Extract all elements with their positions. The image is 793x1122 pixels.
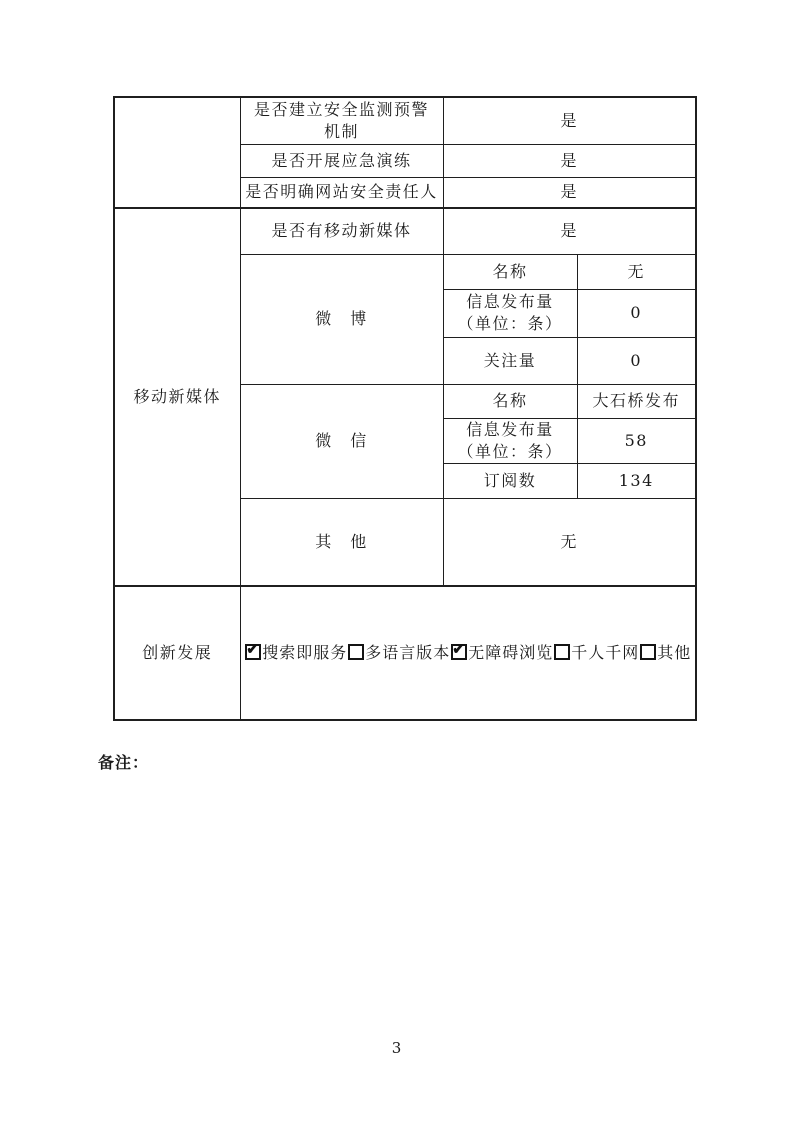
cell-weibo-name-label: 名称 — [443, 254, 577, 289]
cell-security-officer-label: 是否明确网站安全责任人 — [240, 177, 443, 208]
cell-platform-wechat: 微 信 — [240, 384, 443, 498]
innovation-option-label: 无障碍浏览 — [468, 643, 554, 662]
innovation-options-row — [241, 642, 696, 664]
innovation-option-label: 其他 — [657, 643, 692, 662]
cell-wechat-subscribers-value: 134 — [577, 463, 696, 498]
label-line: 机制 — [323, 121, 359, 141]
label-line: 是否建立安全监测预警 — [253, 99, 429, 119]
label-line: （单位：条） — [457, 314, 563, 333]
cell-platform-other: 其 他 — [240, 498, 443, 586]
cell-emergency-drill-label: 是否开展应急演练 — [240, 144, 443, 177]
checkbox-unchecked-icon — [348, 644, 364, 660]
report-table — [113, 96, 697, 721]
cell-wechat-posts-label — [443, 418, 577, 463]
cell-platform-weibo: 微 博 — [240, 254, 443, 384]
checkbox-checked-icon — [245, 640, 261, 660]
cell-wechat-posts-value: 58 — [577, 418, 696, 463]
checkbox-unchecked-icon — [640, 644, 656, 660]
checkbox-checked-icon — [451, 640, 467, 660]
cell-emergency-drill-value: 是 — [443, 144, 696, 177]
cell-weibo-followers-value: 0 — [577, 337, 696, 384]
label-line: 信息发布量 — [466, 419, 554, 439]
innovation-option-label: 千人千网 — [571, 643, 640, 662]
table-row — [114, 586, 696, 720]
cell-category-innovation: 创新发展 — [114, 586, 240, 720]
cell-weibo-followers-label: 关注量 — [443, 337, 577, 384]
innovation-option-label: 多语言版本 — [365, 643, 451, 662]
cell-wechat-subscribers-label: 订阅数 — [443, 463, 577, 498]
cell-security-officer-value: 是 — [443, 177, 696, 208]
cell-category-mobile-media: 移动新媒体 — [114, 208, 240, 586]
table-row — [114, 97, 696, 144]
cell-innovation-options — [240, 586, 696, 720]
innovation-option-label: 搜索即服务 — [262, 643, 348, 662]
checkmark-glyph: ✔ — [246, 640, 259, 658]
cell-weibo-name-value: 无 — [577, 254, 696, 289]
cell-wechat-name-label: 名称 — [443, 384, 577, 418]
cell-weibo-posts-value: 0 — [577, 289, 696, 337]
innovation-option — [553, 643, 639, 662]
label-line: 信息发布量 — [466, 292, 554, 311]
remark-label: 备注： — [98, 753, 150, 772]
innovation-option — [639, 643, 691, 662]
checkbox-unchecked-icon — [554, 644, 570, 660]
cell-wechat-name-value: 大石桥发布 — [577, 384, 696, 418]
cell-weibo-posts-label — [443, 289, 577, 337]
innovation-option — [347, 643, 450, 662]
label-line: （单位：条） — [457, 441, 563, 461]
table-row — [114, 208, 696, 254]
cell-security-monitoring-label — [240, 97, 443, 144]
page-number: 3 — [391, 1039, 402, 1057]
cell-category-empty — [114, 97, 240, 208]
cell-has-mobile-value: 是 — [443, 208, 696, 254]
checkmark-glyph: ✔ — [452, 640, 465, 658]
innovation-option — [244, 640, 348, 662]
cell-security-monitoring-value: 是 — [443, 97, 696, 144]
innovation-option — [450, 640, 554, 662]
cell-other-value: 无 — [443, 498, 696, 586]
cell-has-mobile-label: 是否有移动新媒体 — [240, 208, 443, 254]
